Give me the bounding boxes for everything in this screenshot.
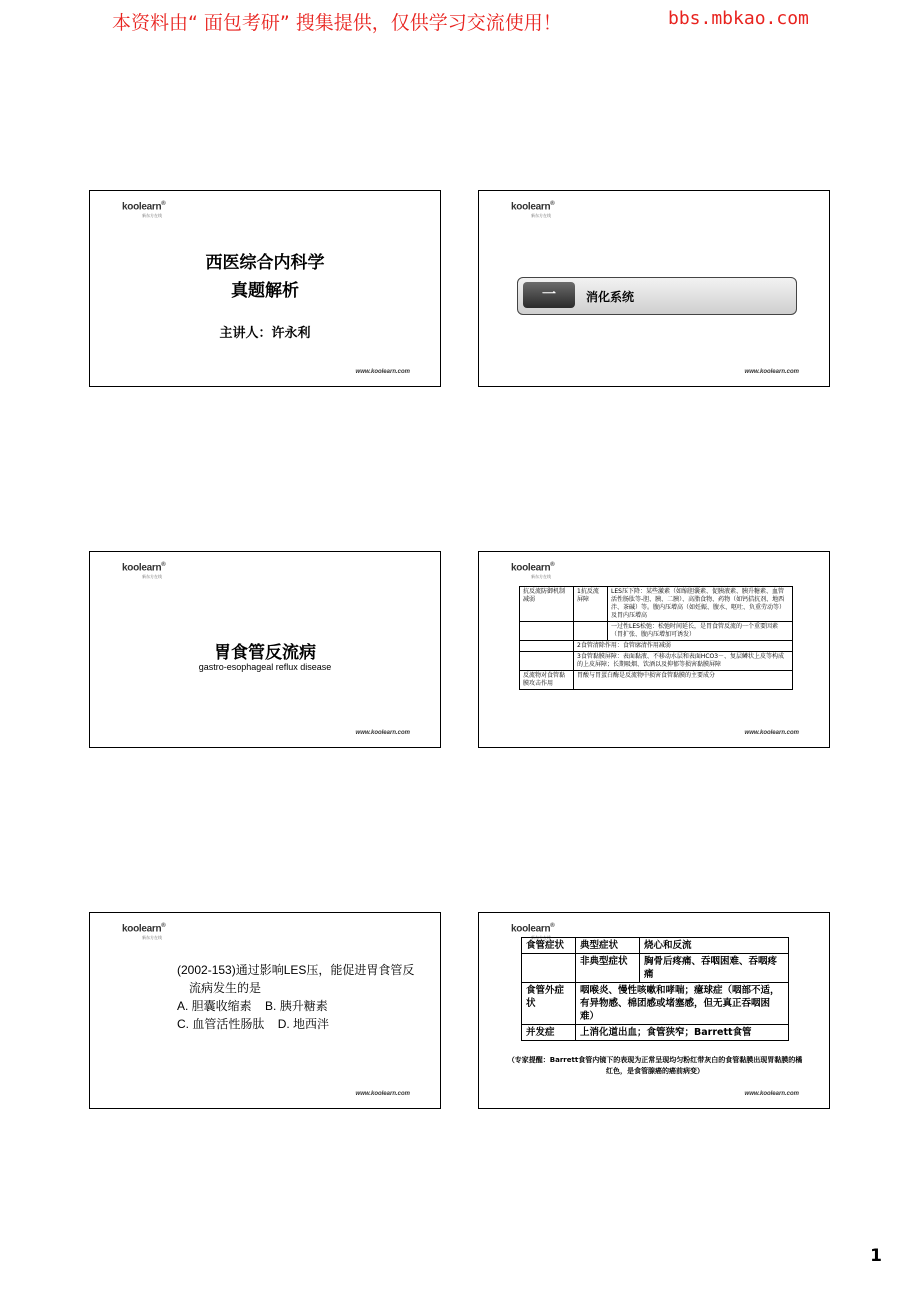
slide-4	[478, 551, 830, 748]
options-row-2	[177, 1015, 437, 1033]
table-cell: 并发症	[522, 1025, 576, 1041]
logo-subtitle: 新东方在线	[531, 935, 551, 940]
table-cell	[522, 954, 576, 983]
slide-6	[478, 912, 830, 1109]
koolearn-logo: koolearn®	[122, 201, 166, 213]
logo-subtitle: 新东方在线	[142, 213, 162, 218]
koolearn-logo: koolearn®	[511, 923, 555, 935]
table-cell: 2食管清除作用：食管廓清作用减弱	[574, 641, 793, 652]
table-row	[522, 983, 789, 1025]
table-row	[520, 587, 793, 622]
table-cell	[520, 652, 574, 671]
table-cell: 烧心和反流	[640, 938, 789, 954]
section-bar	[517, 277, 797, 315]
speaker: 主讲人：许永利	[219, 326, 311, 341]
expert-tip: （专家提醒：Barrett食管内镜下的表现为正常呈现均匀粉红带灰白的食管黏膜出现胃黏膜的橘红色，是食管腺癌的癌前病变）	[507, 1056, 803, 1075]
question-stem: (2002-153)通过影响LES压，能促进胃食管反	[177, 963, 415, 977]
options-row-1	[177, 997, 437, 1015]
slide-title: 胃食管反流病	[214, 643, 316, 663]
koolearn-logo: koolearn®	[511, 562, 555, 574]
banner-url: bbs.mbkao.com	[668, 8, 809, 29]
logo-subtitle: 新东方在线	[531, 574, 551, 579]
section-label: 消化系统	[586, 290, 635, 304]
mechanism-table	[519, 586, 793, 690]
table-row	[520, 652, 793, 671]
footer-url: www.koolearn.com	[744, 1091, 799, 1097]
table-cell: 典型症状	[576, 938, 640, 954]
footer-url: www.koolearn.com	[744, 730, 799, 736]
table-cell: 咽喉炎、慢性咳嗽和哮喘；癔球症（咽部不适，有异物感、棉团感或堵塞感，但无真正吞咽困难）	[576, 983, 789, 1025]
table-row	[520, 641, 793, 652]
table-cell	[574, 622, 608, 641]
symptom-table	[521, 937, 789, 1041]
table-cell: 食管症状	[522, 938, 576, 954]
table-cell	[520, 622, 574, 641]
logo-subtitle: 新东方在线	[531, 213, 551, 218]
table-row	[522, 938, 789, 954]
slide-title: 西医综合内科学 真题解析	[205, 253, 325, 301]
footer-url: www.koolearn.com	[355, 369, 410, 375]
option-c: C. 血管活性肠肽	[177, 1017, 265, 1031]
logo-subtitle: 新东方在线	[142, 574, 162, 579]
footer-url: www.koolearn.com	[355, 1091, 410, 1097]
table-cell: 胃酸与胃蛋白酶是反流物中损害食管黏膜的主要成分	[574, 671, 793, 690]
section-number: 一	[523, 282, 575, 308]
table-cell: 一过性LES松弛：松弛时间延长，是胃食管反流的一个重要因素（胃扩张、腹内压增加可诱发）	[608, 622, 793, 641]
table-cell: 上消化道出血；食管狭窄；Barrett食管	[576, 1025, 789, 1041]
question	[177, 961, 437, 1033]
banner-text: 本资料由“ 面包考研” 搜集提供，仅供学习交流使用！	[112, 12, 562, 34]
table-cell: 胸骨后疼痛、吞咽困难、吞咽疼痛	[640, 954, 789, 983]
table-row	[520, 671, 793, 690]
option-a: A. 胆囊收缩素	[177, 999, 252, 1013]
option-b: B. 胰升糖素	[265, 999, 328, 1013]
koolearn-logo: koolearn®	[122, 562, 166, 574]
footer-url: www.koolearn.com	[355, 730, 410, 736]
table-cell: 3食管黏膜屏障：表面黏液、不移动水层和表面HCO3－、复层鳞状上皮等构成的上皮屏障；长期吸烟、饮酒以及抑郁等损害黏膜屏障	[574, 652, 793, 671]
slide-3	[89, 551, 441, 748]
slide-2	[478, 190, 830, 387]
koolearn-logo: koolearn®	[122, 923, 166, 935]
slide-subtitle: gastro-esophageal reflux disease	[198, 662, 332, 672]
option-d: D. 地西泮	[277, 1017, 330, 1031]
table-row	[520, 622, 793, 641]
table-cell: LES压下降：某些激素（如缩胆囊素、促胰液素、胰升糖素、血管活性肠肽等-胆、胰、二胰）、高脂食物、药物（如钙拮抗剂、地西泮、茶碱）等。腹内压增高（如妊娠、腹水、呕吐、负重劳动等）及胃内压增高	[608, 587, 793, 622]
table-row	[522, 1025, 789, 1041]
table-cell: 食管外症状	[522, 983, 576, 1025]
table-cell: 1抗反流屏障	[574, 587, 608, 622]
koolearn-logo: koolearn®	[511, 201, 555, 213]
footer-url: www.koolearn.com	[744, 369, 799, 375]
table-row	[522, 954, 789, 983]
page-number: 1	[870, 1246, 882, 1266]
table-cell: 抗反流防御机制减弱	[520, 587, 574, 622]
question-stem-cont: 流病发生的是	[189, 981, 262, 995]
slide-1	[89, 190, 441, 387]
slide-5	[89, 912, 441, 1109]
logo-subtitle: 新东方在线	[142, 935, 162, 940]
table-cell: 非典型症状	[576, 954, 640, 983]
table-cell	[520, 641, 574, 652]
table-cell: 反流物对食管黏膜攻击作用	[520, 671, 574, 690]
